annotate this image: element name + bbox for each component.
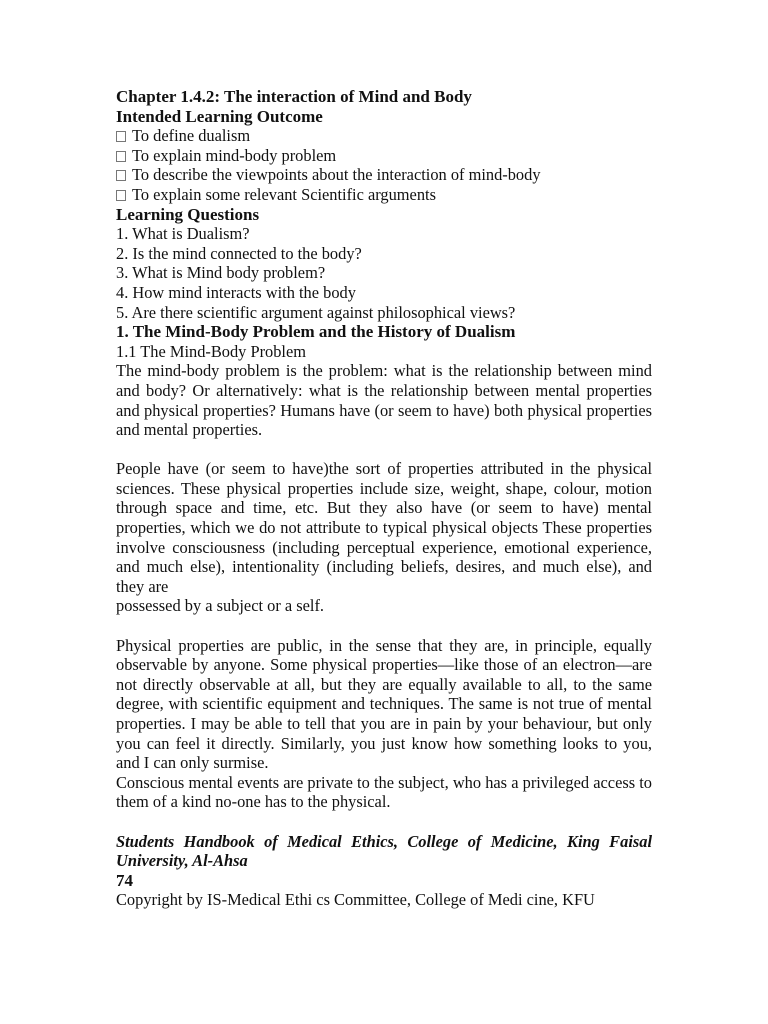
page-number: 74	[116, 870, 133, 890]
outcome-item	[116, 185, 652, 205]
outcome-item	[116, 165, 652, 185]
outcome-item	[116, 146, 652, 166]
question-item: 1. What is Dualism?	[116, 224, 250, 244]
body-paragraph: Conscious mental events are private to the subject, who has a privileged access to them of a kind no-one has to the physical.	[116, 772, 652, 812]
outcome-text: To explain some relevant Scientific arguments	[132, 184, 436, 204]
body-paragraph: Physical properties are public, in the sense that they are, in principle, equally observable by anyone. Some physical properties—like those of an electron—are not directly observable at all, but they are equally available to all, to the same degree, with scientific equipment and techniques. The same is not true of mental properties. I may be able to tell that you are in pain by your behaviour, but only you can feel it directly. Similarly, you just know how something looks to you, and I can only surmise.	[116, 635, 652, 773]
question-item: 5. Are there scientific argument against philosophical views?	[116, 302, 516, 322]
bullet-box-icon	[116, 170, 126, 181]
chapter-title: Chapter 1.4.2: The interaction of Mind and Body	[116, 87, 472, 106]
outcome-item	[116, 126, 652, 146]
outcome-text: To describe the viewpoints about the interaction of mind-body	[132, 165, 541, 185]
bullet-box-icon	[116, 190, 126, 201]
outcome-heading: Intended Learning Outcome	[116, 106, 323, 126]
document-page	[116, 87, 652, 910]
bullet-box-icon	[116, 151, 126, 162]
section-heading: 1. The Mind-Body Problem and the History of Dualism	[116, 322, 516, 342]
bullet-box-icon	[116, 131, 126, 142]
handbook-reference: Students Handbook of Medical Ethics, College of Medicine, King Faisal University, Al-Ahsa	[116, 831, 652, 871]
question-item: 4. How mind interacts with the body	[116, 282, 356, 302]
body-paragraph-continuation: possessed by a subject or a self.	[116, 596, 325, 616]
question-item: 2. Is the mind connected to the body?	[116, 243, 362, 263]
subsection-heading: 1.1 The Mind-Body Problem	[116, 341, 307, 361]
outcome-text: To explain mind-body problem	[132, 145, 337, 165]
body-paragraph: The mind-body problem is the problem: what is the relationship between mind and body? Or alternatively: what is the relationship between mental properties and physical properties? Humans have (or seem to have) both physical properties and mental properties.	[116, 361, 652, 440]
outcome-list	[116, 126, 652, 204]
questions-heading: Learning Questions	[116, 204, 260, 224]
question-list	[116, 224, 652, 322]
question-item: 3. What is Mind body problem?	[116, 263, 326, 283]
paragraph-gap	[116, 616, 652, 636]
body-paragraph: People have (or seem to have)the sort of properties attributed in the physical sciences. These physical properties include size, weight, shape, colour, motion through space and time, etc. But they also have (or seem to have) mental properties, which we do not attribute to typical physical objects These properties involve consciousness (including perceptual experience, emotional experience, and much else), intentionality (including beliefs, desires, and much else), and they are	[116, 459, 652, 596]
copyright-line: Copyright by IS-Medical Ethi cs Committee, College of Medi cine, KFU	[116, 890, 595, 910]
paragraph-gap	[116, 812, 652, 832]
paragraph-gap	[116, 440, 652, 460]
outcome-text: To define dualism	[132, 126, 251, 146]
